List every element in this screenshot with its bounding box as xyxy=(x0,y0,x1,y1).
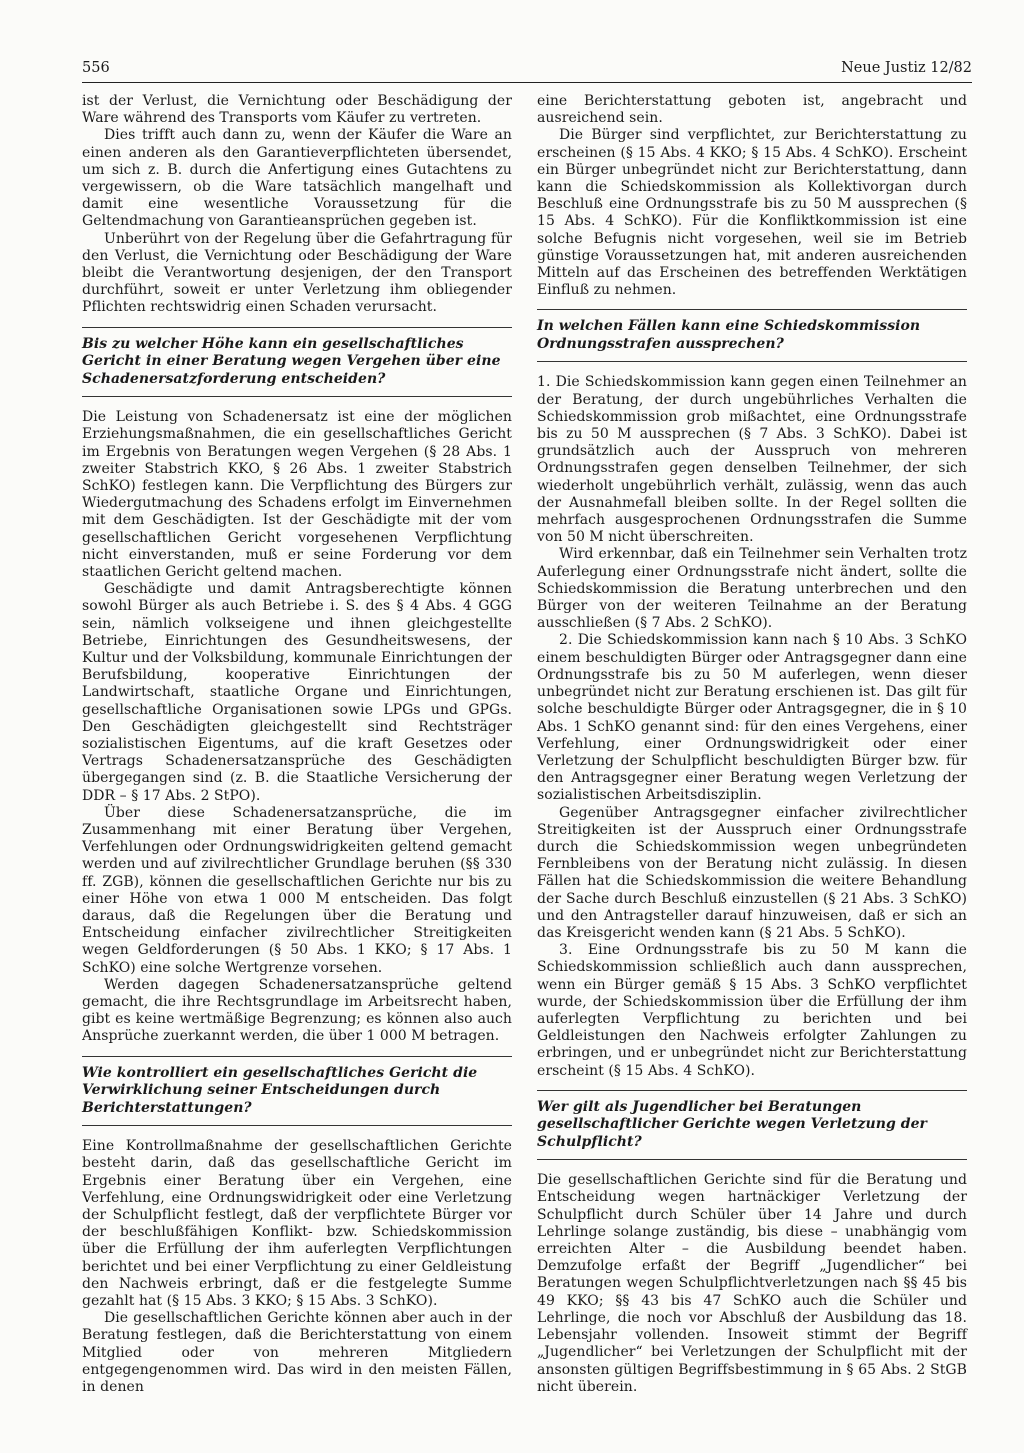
paragraph: Wird erkennbar, daß ein Teilnehmer sein Verhalten trotz Auferlegung einer Ordnungsstrafe nicht ändert, sollte die Schiedskommission die Beratung unterbrechen und den Bürger von der weiteren Teilnahme an der Beratung ausschließen (§ 7 Abs. 2 SchKO). xyxy=(537,546,967,632)
question-text: Wer gilt als Jugendlicher bei Beratungen gesellschaftlicher Gerichte wegen Verletzung der Schulpflicht? xyxy=(537,1098,927,1150)
paragraph: Werden dagegen Schadenersatzansprüche geltend gemacht, die ihre Rechtsgrundlage im Arbeitsrecht haben, gibt es keine wertmäßige Begrenzung; es können also auch Ansprüche zuerkannt werden, die über 1 000 M betragen. xyxy=(82,976,512,1045)
question-heading xyxy=(537,309,967,362)
paragraph: ist der Verlust, die Vernichtung oder Beschädigung der Ware während des Transports vom Käufer zu vertreten. xyxy=(82,93,512,127)
paragraph: 3. Eine Ordnungsstrafe bis zu 50 M kann die Schiedskommission schließlich auch dann aussprechen, wenn ein Bürger gemäß § 15 Abs. 3 SchKO verpflichtet wurde, der Schiedskommission über die Erfüllung der ihm auferlegten Verpflichtung zu berichten und bei Geldleistungen den Nachweis erfolgter Zahlungen zu erbringen, und er unbegründet nicht zur Berichterstattung erscheint (§ 15 Abs. 4 SchKO). xyxy=(537,942,967,1079)
paragraph: Eine Kontrollmaßnahme der gesellschaftlichen Gerichte besteht darin, daß das gesellschaftliche Gericht im Ergebnis einer Beratung über ein Vergehen, eine Verfehlung, eine Ordnungswidrigkeit oder eine Verletzung der Schulpflicht festlegt, daß der verpflichtete Bürger vor der beschlußfähigen Konflikt- bzw. Schiedskommission über die Erfüllung der ihm auferlegten Verpflichtungen berichtet und bei einer Verpflichtung zu einer Geldleistung den Nachweis erbringt, daß er die festgelegte Summe gezahlt hat (§ 15 Abs. 3 KKO; § 15 Abs. 3 SchKO). xyxy=(82,1138,512,1309)
paragraph: 1. Die Schiedskommission kann gegen einen Teilnehmer an der Beratung, der durch ungebührliches Verhalten die Schiedskommission grob mißachtet, eine Ordnungsstrafe bis zu 50 M aussprechen (§ 7 Abs. 3 SchKO). Dabei ist grundsätzlich auch der Ausspruch von mehreren Ordnungsstrafen gegen denselben Teilnehmer, der sich wiederholt ungebührlich verhält, zulässig, wenn das auch der Ausnahmefall bleiben sollte. In der Regel sollten die mehrfach ausgesprochenen Ordnungsstrafen die Summe von 50 M nicht überschreiten. xyxy=(537,374,967,546)
question-text: Bis zu welcher Höhe kann ein gesellschaftliches Gericht in einer Beratung wegen Vergehen über eine Schadenersatzforderung entscheiden? xyxy=(82,335,501,387)
question-heading xyxy=(537,1090,967,1161)
page-header xyxy=(82,58,972,83)
paragraph: Die gesellschaftlichen Gerichte sind für die Beratung und Entscheidung wegen hartnäckiger Verletzung der Schulpflicht durch Schüler über 14 Jahre und durch Lehrlinge solange zuständig, bis diese – unabhängig vom erreichten Alter – die Ausbildung beendet haben. Demzufolge erfaßt der Begriff „Jugendlicher“ bei Beratungen wegen Schulpflichtverletzungen nach §§ 45 bis 49 KKO; §§ 43 bis 47 SchKO auch die Schüler und Lehrlinge, die noch vor Abschluß der Ausbildung das 18. Lebensjahr vollenden. Insoweit stimmt der Begriff „Jugendlicher“ bei Verletzungen der Schulpflicht mit der ansonsten gültigen Begriffsbestimmung in § 65 Abs. 2 StGB nicht überein. xyxy=(537,1172,967,1395)
paragraph: Die gesellschaftlichen Gerichte können aber auch in der Beratung festlegen, daß die Berichterstattung von einem Mitglied oder von mehreren Mitgliedern entgegengenommen wird. Das wird in den meisten Fällen, in denen xyxy=(82,1310,512,1395)
right-column xyxy=(537,93,967,1396)
question-heading xyxy=(82,1056,512,1127)
question-text: In welchen Fällen kann eine Schiedskommission Ordnungsstrafen aussprechen? xyxy=(537,318,921,352)
paragraph: 2. Die Schiedskommission kann nach § 10 Abs. 3 SchKO einem beschuldigten Bürger oder Antragsgegner dann eine Ordnungsstrafe bis zu 50 M auferlegen, wenn dieser unbegründet nicht zur Beratung erschienen ist. Das gilt für solche beschuldigte Bürger oder Antragsgegner, die in § 10 Abs. 1 SchKO genannt sind: für den eines Vergehens, einer Verfehlung, einer Ordnungswidrigkeit oder einer Verletzung der Schulpflicht beschuldigten Bürger bzw. für den Antragsgegner einer Beratung wegen Verletzung der sozialistischen Arbeitsdisziplin. xyxy=(537,632,967,804)
question-text: Wie kontrolliert ein gesellschaftliches Gericht die Verwirklichung seiner Entscheidungen durch Berichterstattungen? xyxy=(82,1064,478,1116)
paragraph: Gegenüber Antragsgegner einfacher zivilrechtlicher Streitigkeiten ist der Ausspruch einer Ordnungsstrafe durch die Schiedskommission wegen unbegründeten Fernbleibens von der Beratung nicht zulässig. In diesen Fällen hat die Schiedskommission die weitere Behandlung der Sache durch Beschluß einzustellen (§ 21 Abs. 3 SchKO) und den Antragsteller darauf hinzuweisen, daß er sich an das Kreisgericht wenden kann (§ 21 Abs. 5 SchKO). xyxy=(537,804,967,941)
journal-issue: Neue Justiz 12/82 xyxy=(841,60,972,76)
paragraph: Die Bürger sind verpflichtet, zur Berichterstattung zu erscheinen (§ 15 Abs. 4 KKO; § 15 Abs. 4 SchKO). Erscheint ein Bürger unbegründet nicht zur Berichterstattung, dann kann die Schiedskommission als Kollektivorgan durch Beschluß eine Ordnungsstrafe bis zu 50 M aussprechen (§ 15 Abs. 4 SchKO). Für die Konfliktkommission ist eine solche Befugnis nicht vorgesehen, weil sie im Betrieb günstige Voraussetzungen hat, mit anderen ausreichenden Mitteln auf das Erscheinen des betreffenden Werktätigen Einfluß zu nehmen. xyxy=(537,127,967,299)
paragraph: Dies trifft auch dann zu, wenn der Käufer die Ware an einen anderen als den Garantieverpflichteten übersendet, um sich z. B. durch die Anfertigung eines Gutachtens zu vergewissern, ob die Ware tatsächlich mangelhaft und damit eine wesentliche Voraussetzung für die Geltendmachung von Garantieansprüchen gegeben ist. xyxy=(82,127,512,230)
paragraph: Die Leistung von Schadenersatz ist eine der möglichen Erziehungsmaßnahmen, die ein gesellschaftliches Gericht im Ergebnis von Beratungen wegen Vergehen (§ 28 Abs. 1 zweiter Stabstrich KKO, § 26 Abs. 1 zweiter Stabstrich SchKO) festlegen kann. Die Verpflichtung des Bürgers zur Wiedergutmachung des Schadens erfolgt im Einvernehmen mit dem Geschädigten. Ist der Geschädigte mit der vom gesellschaftlichen Gericht vorgesehenen Verpflichtung nicht einverstanden, muß er seine Forderung vor dem staatlichen Gericht geltend machen. xyxy=(82,409,512,580)
paragraph: eine Berichterstattung geboten ist, angebracht und ausreichend sein. xyxy=(537,93,967,127)
paragraph: Unberührt von der Regelung über die Gefahrtragung für den Verlust, die Vernichtung oder Beschädigung der Ware bleibt die Verantwortung desjenigen, der den Transport durchführt, soweit er unter Verletzung ihm obliegender Pflichten rechtswidrig einen Schaden verursacht. xyxy=(82,230,512,316)
paragraph: Über diese Schadenersatzansprüche, die im Zusammenhang mit einer Beratung über Vergehen, Verfehlungen oder Ordnungswidrigkeiten geltend gemacht werden und auf zivilrechtlicher Grundlage beruhen (§§ 330 ff. ZGB), können die gesellschaftlichen Gerichte nur bis zu einer Höhe von etwa 1 000 M entscheiden. Das folgt daraus, daß die Regelungen über die Beratung und Entscheidung einfacher zivilrechtlicher Streitigkeiten wegen Geldforderungen (§ 50 Abs. 1 KKO; § 17 Abs. 1 SchKO) eine solche Wertgrenze vorsehen. xyxy=(82,804,512,976)
paragraph: Geschädigte und damit Antragsberechtigte können sowohl Bürger als auch Betriebe i. S. des § 4 Abs. 4 GGG sein, nämlich volkseigene und ihnen gleichgestellte Betriebe, Einrichtungen des Gesundheitswesens, der Kultur und der Volksbildung, kommunale Einrichtungen der Berufsbildung, kooperative Einrichtungen der Landwirtschaft, staatliche Organe und Einrichtungen, gesellschaftliche Organisationen sowie LPGs und GPGs. Den Geschädigten gleichgestellt sind Rechtsträger sozialistischen Eigentums, auf die kraft Gesetzes oder Vertrags Schadenersatzansprüche des Geschädigten übergegangen sind (z. B. die Staatliche Versicherung der DDR – § 17 Abs. 2 StPO). xyxy=(82,581,512,804)
page-number: 556 xyxy=(82,60,110,76)
question-heading xyxy=(82,327,512,398)
left-column xyxy=(82,93,512,1396)
